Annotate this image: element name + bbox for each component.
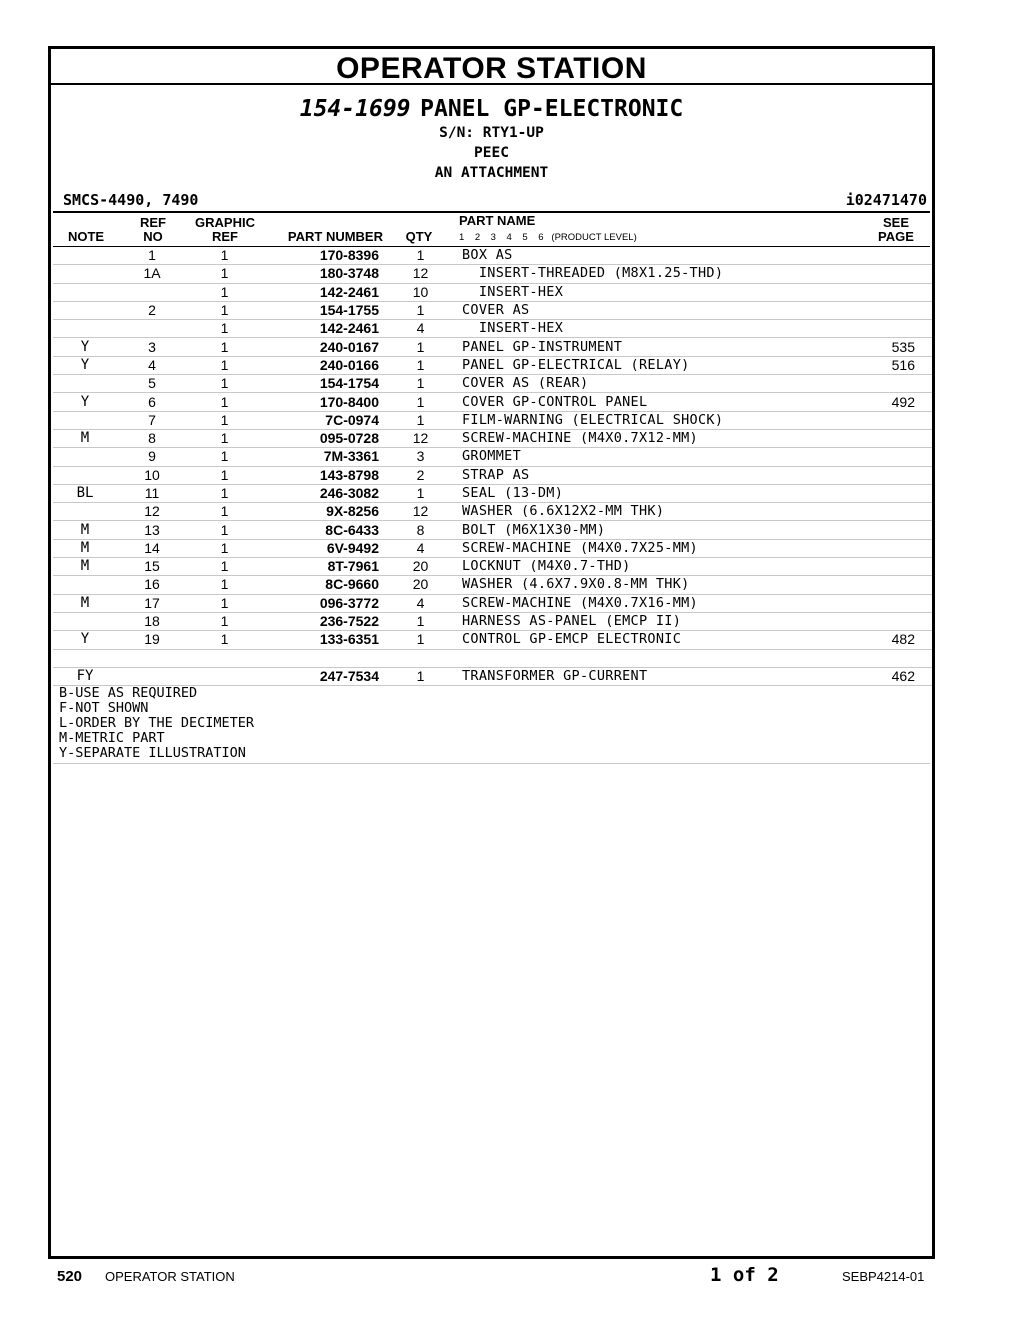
row-part-number: 170-8396 <box>262 247 379 265</box>
row-see-page <box>872 649 932 667</box>
row-graphic-ref: 1 <box>187 356 262 374</box>
footer-section: OPERATOR STATION <box>105 1269 235 1284</box>
row-graphic-ref: 1 <box>187 612 262 630</box>
row-part-name: COVER AS (REAR) <box>462 375 872 393</box>
row-graphic-ref: 1 <box>187 576 262 594</box>
group-number: 154-1699 <box>299 96 411 122</box>
row-part-name: TRANSFORMER GP-CURRENT <box>462 667 872 685</box>
row-see-page: 462 <box>872 667 932 685</box>
row-see-page <box>872 429 932 447</box>
row-see-page <box>872 539 932 557</box>
row-ref-no: 9 <box>117 448 187 466</box>
row-ref-no: 11 <box>117 484 187 502</box>
row-qty: 1 <box>379 667 462 685</box>
table-row <box>53 649 932 667</box>
row-note: BL <box>53 484 117 502</box>
row-qty: 1 <box>379 301 462 319</box>
row-part-number: 180-3748 <box>262 265 379 283</box>
row-part-name: INSERT-HEX <box>462 283 872 301</box>
legend-item: Y-SEPARATE ILLUSTRATION <box>59 745 246 762</box>
row-part-name: WASHER (4.6X7.9X0.8-MM THK) <box>462 576 872 594</box>
legend-item: F-NOT SHOWN <box>59 700 149 717</box>
row-see-page: 535 <box>872 338 932 356</box>
row-ref-no <box>117 649 187 667</box>
serial-range: S/N: RTY1-UP <box>439 125 544 141</box>
row-part-number: 240-0166 <box>262 356 379 374</box>
row-note: M <box>53 521 117 539</box>
col-ref-bottom: NO <box>143 229 163 244</box>
row-see-page <box>872 375 932 393</box>
row-qty: 1 <box>379 247 462 265</box>
page-footer <box>0 1264 1020 1288</box>
row-see-page <box>872 265 932 283</box>
row-qty: 8 <box>379 521 462 539</box>
row-graphic-ref: 1 <box>187 411 262 429</box>
row-note <box>53 448 117 466</box>
row-see-page <box>872 484 932 502</box>
row-part-name: INSERT-HEX <box>462 320 872 338</box>
row-part-name <box>462 649 872 667</box>
row-see-page <box>872 503 932 521</box>
row-qty: 1 <box>379 356 462 374</box>
row-part-number: 142-2461 <box>262 283 379 301</box>
row-graphic-ref: 1 <box>187 338 262 356</box>
row-graphic-ref: 1 <box>187 558 262 576</box>
row-part-number: 154-1755 <box>262 301 379 319</box>
smcs-row <box>51 189 932 211</box>
legend <box>53 686 930 764</box>
table-row <box>53 594 932 612</box>
row-part-name: FILM-WARNING (ELECTRICAL SHOCK) <box>462 411 872 429</box>
row-part-name: COVER AS <box>462 301 872 319</box>
col-qty: QTY <box>405 229 433 244</box>
row-see-page <box>872 411 932 429</box>
row-qty: 20 <box>379 576 462 594</box>
row-note: Y <box>53 356 117 374</box>
row-graphic-ref: 1 <box>187 375 262 393</box>
table-row <box>53 411 932 429</box>
row-note <box>53 649 117 667</box>
row-ref-no: 1A <box>117 265 187 283</box>
row-note: M <box>53 539 117 557</box>
table-row <box>53 247 932 265</box>
row-part-number: 9X-8256 <box>262 503 379 521</box>
row-graphic-ref: 1 <box>187 448 262 466</box>
footer-doc-id: SEBP4214-01 <box>842 1269 925 1284</box>
row-ref-no: 7 <box>117 411 187 429</box>
row-qty: 12 <box>379 429 462 447</box>
row-part-name: COVER GP-CONTROL PANEL <box>462 393 872 411</box>
col-part-name: PART NAME <box>459 213 536 228</box>
row-qty: 3 <box>379 448 462 466</box>
row-part-number: 7C-0974 <box>262 411 379 429</box>
row-note: Y <box>53 393 117 411</box>
row-part-name: SCREW-MACHINE (M4X0.7X25-MM) <box>462 539 872 557</box>
row-note <box>53 247 117 265</box>
table-row <box>53 393 932 411</box>
parts-list-frame <box>48 46 935 1259</box>
row-ref-no: 18 <box>117 612 187 630</box>
row-part-number: 240-0167 <box>262 338 379 356</box>
legend-item: B-USE AS REQUIRED <box>59 685 198 702</box>
col-note: NOTE <box>67 229 105 244</box>
row-note: Y <box>53 338 117 356</box>
row-ref-no: 13 <box>117 521 187 539</box>
row-note <box>53 265 117 283</box>
table-row <box>53 466 932 484</box>
row-part-number: 8C-6433 <box>262 521 379 539</box>
row-see-page <box>872 521 932 539</box>
row-graphic-ref: 1 <box>187 539 262 557</box>
row-ref-no: 16 <box>117 576 187 594</box>
row-qty: 10 <box>379 283 462 301</box>
row-note: FY <box>53 667 117 685</box>
row-ref-no: 1 <box>117 247 187 265</box>
row-graphic-ref: 1 <box>187 283 262 301</box>
row-see-page <box>872 612 932 630</box>
row-ref-no: 5 <box>117 375 187 393</box>
col-see-top: SEE <box>882 215 909 230</box>
row-part-number <box>262 649 379 667</box>
row-note <box>53 301 117 319</box>
row-see-page: 516 <box>872 356 932 374</box>
table-row <box>53 558 932 576</box>
row-qty: 1 <box>379 631 462 649</box>
row-ref-no <box>117 667 187 685</box>
row-ref-no: 6 <box>117 393 187 411</box>
row-graphic-ref: 1 <box>187 393 262 411</box>
row-qty: 12 <box>379 265 462 283</box>
table-row <box>53 356 932 374</box>
row-part-number: 236-7522 <box>262 612 379 630</box>
row-part-number: 154-1754 <box>262 375 379 393</box>
table-row <box>53 283 932 301</box>
row-part-name: PANEL GP-ELECTRICAL (RELAY) <box>462 356 872 374</box>
row-graphic-ref <box>187 667 262 685</box>
row-qty: 4 <box>379 320 462 338</box>
table-row <box>53 667 932 685</box>
row-graphic-ref: 1 <box>187 594 262 612</box>
row-note: Y <box>53 631 117 649</box>
col-ref-top: REF <box>140 215 166 230</box>
table-row <box>53 320 932 338</box>
row-part-number: 096-3772 <box>262 594 379 612</box>
row-qty: 1 <box>379 375 462 393</box>
row-part-name: SEAL (13-DM) <box>462 484 872 502</box>
row-see-page: 482 <box>872 631 932 649</box>
row-part-number: 142-2461 <box>262 320 379 338</box>
row-ref-no: 2 <box>117 301 187 319</box>
row-part-name: SCREW-MACHINE (M4X0.7X16-MM) <box>462 594 872 612</box>
row-part-number: 7M-3361 <box>262 448 379 466</box>
table-row <box>53 539 932 557</box>
row-note <box>53 466 117 484</box>
table-row <box>53 612 932 630</box>
row-part-number: 6V-9492 <box>262 539 379 557</box>
row-see-page <box>872 466 932 484</box>
table-row <box>53 301 932 319</box>
row-note <box>53 612 117 630</box>
row-part-number: 095-0728 <box>262 429 379 447</box>
row-qty: 20 <box>379 558 462 576</box>
table-row <box>53 375 932 393</box>
smcs-codes: SMCS-4490, 7490 <box>63 191 199 209</box>
row-part-number: 143-8798 <box>262 466 379 484</box>
row-see-page <box>872 301 932 319</box>
row-qty <box>379 649 462 667</box>
row-note: M <box>53 558 117 576</box>
row-graphic-ref: 1 <box>187 466 262 484</box>
footer-page-number: 520 <box>57 1268 83 1285</box>
col-graphic-bottom: REF <box>212 229 238 244</box>
row-note: M <box>53 594 117 612</box>
row-qty: 4 <box>379 594 462 612</box>
row-see-page <box>872 320 932 338</box>
table-row <box>53 631 932 649</box>
row-part-number: 246-3082 <box>262 484 379 502</box>
row-note <box>53 503 117 521</box>
row-part-number: 247-7534 <box>262 667 379 685</box>
row-graphic-ref: 1 <box>187 247 262 265</box>
row-graphic-ref: 1 <box>187 503 262 521</box>
row-note <box>53 283 117 301</box>
row-note: M <box>53 429 117 447</box>
row-note <box>53 375 117 393</box>
row-qty: 1 <box>379 484 462 502</box>
row-note <box>53 320 117 338</box>
row-ref-no: 12 <box>117 503 187 521</box>
row-see-page <box>872 247 932 265</box>
column-headers <box>53 213 930 247</box>
row-ref-no <box>117 283 187 301</box>
row-qty: 4 <box>379 539 462 557</box>
table-row <box>53 503 932 521</box>
row-part-name: INSERT-THREADED (M8X1.25-THD) <box>462 265 872 283</box>
row-graphic-ref: 1 <box>187 484 262 502</box>
col-graphic-top: GRAPHIC <box>195 215 255 230</box>
row-see-page <box>872 448 932 466</box>
table-row <box>53 429 932 447</box>
row-part-name: BOX AS <box>462 247 872 265</box>
row-graphic-ref: 1 <box>187 265 262 283</box>
row-see-page <box>872 576 932 594</box>
row-ref-no: 14 <box>117 539 187 557</box>
row-qty: 1 <box>379 338 462 356</box>
row-ref-no: 17 <box>117 594 187 612</box>
row-qty: 12 <box>379 503 462 521</box>
row-ref-no <box>117 320 187 338</box>
row-graphic-ref <box>187 649 262 667</box>
table-row <box>53 448 932 466</box>
row-note <box>53 576 117 594</box>
row-part-name: PANEL GP-INSTRUMENT <box>462 338 872 356</box>
row-graphic-ref: 1 <box>187 521 262 539</box>
legend-item: L-ORDER BY THE DECIMETER <box>59 715 255 732</box>
row-ref-no: 3 <box>117 338 187 356</box>
table-row <box>53 265 932 283</box>
legend-item: M-METRIC PART <box>59 730 165 747</box>
row-see-page: 492 <box>872 393 932 411</box>
table-row <box>53 576 932 594</box>
row-graphic-ref: 1 <box>187 631 262 649</box>
header-line-peec: PEEC <box>474 145 509 161</box>
row-note <box>53 411 117 429</box>
row-ref-no: 10 <box>117 466 187 484</box>
illustration-id: i02471470 <box>845 191 927 209</box>
table-row <box>53 521 932 539</box>
header-line-attachment: AN ATTACHMENT <box>434 165 549 181</box>
row-qty: 2 <box>379 466 462 484</box>
row-part-number: 8C-9660 <box>262 576 379 594</box>
group-title <box>51 95 932 123</box>
col-part-number: PART NUMBER <box>287 229 383 244</box>
table-row <box>53 484 932 502</box>
row-part-number: 133-6351 <box>262 631 379 649</box>
row-part-name: CONTROL GP-EMCP ELECTRONIC <box>462 631 872 649</box>
row-part-name: LOCKNUT (M4X0.7-THD) <box>462 558 872 576</box>
row-ref-no: 4 <box>117 356 187 374</box>
parts-table <box>53 247 932 686</box>
row-part-name: STRAP AS <box>462 466 872 484</box>
row-part-name: WASHER (6.6X12X2-MM THK) <box>462 503 872 521</box>
row-graphic-ref: 1 <box>187 429 262 447</box>
row-part-name: HARNESS AS-PANEL (EMCP II) <box>462 612 872 630</box>
row-part-name: GROMMET <box>462 448 872 466</box>
row-graphic-ref: 1 <box>187 301 262 319</box>
page-title: OPERATOR STATION <box>51 49 932 85</box>
table-row <box>53 338 932 356</box>
row-part-number: 8T-7961 <box>262 558 379 576</box>
row-ref-no: 8 <box>117 429 187 447</box>
group-header <box>51 95 932 183</box>
group-name: PANEL GP-ELECTRONIC <box>420 96 684 122</box>
row-ref-no: 15 <box>117 558 187 576</box>
row-see-page <box>872 594 932 612</box>
row-qty: 1 <box>379 612 462 630</box>
col-see-bottom: PAGE <box>878 229 914 244</box>
row-part-number: 170-8400 <box>262 393 379 411</box>
col-product-levels: 1 2 3 4 5 6 (PRODUCT LEVEL) <box>459 232 637 243</box>
row-qty: 1 <box>379 411 462 429</box>
row-part-name: BOLT (M6X1X30-MM) <box>462 521 872 539</box>
row-see-page <box>872 283 932 301</box>
row-ref-no: 19 <box>117 631 187 649</box>
row-qty: 1 <box>379 393 462 411</box>
row-graphic-ref: 1 <box>187 320 262 338</box>
row-part-name: SCREW-MACHINE (M4X0.7X12-MM) <box>462 429 872 447</box>
footer-sheet: 1 of 2 <box>710 1264 779 1286</box>
row-see-page <box>872 558 932 576</box>
